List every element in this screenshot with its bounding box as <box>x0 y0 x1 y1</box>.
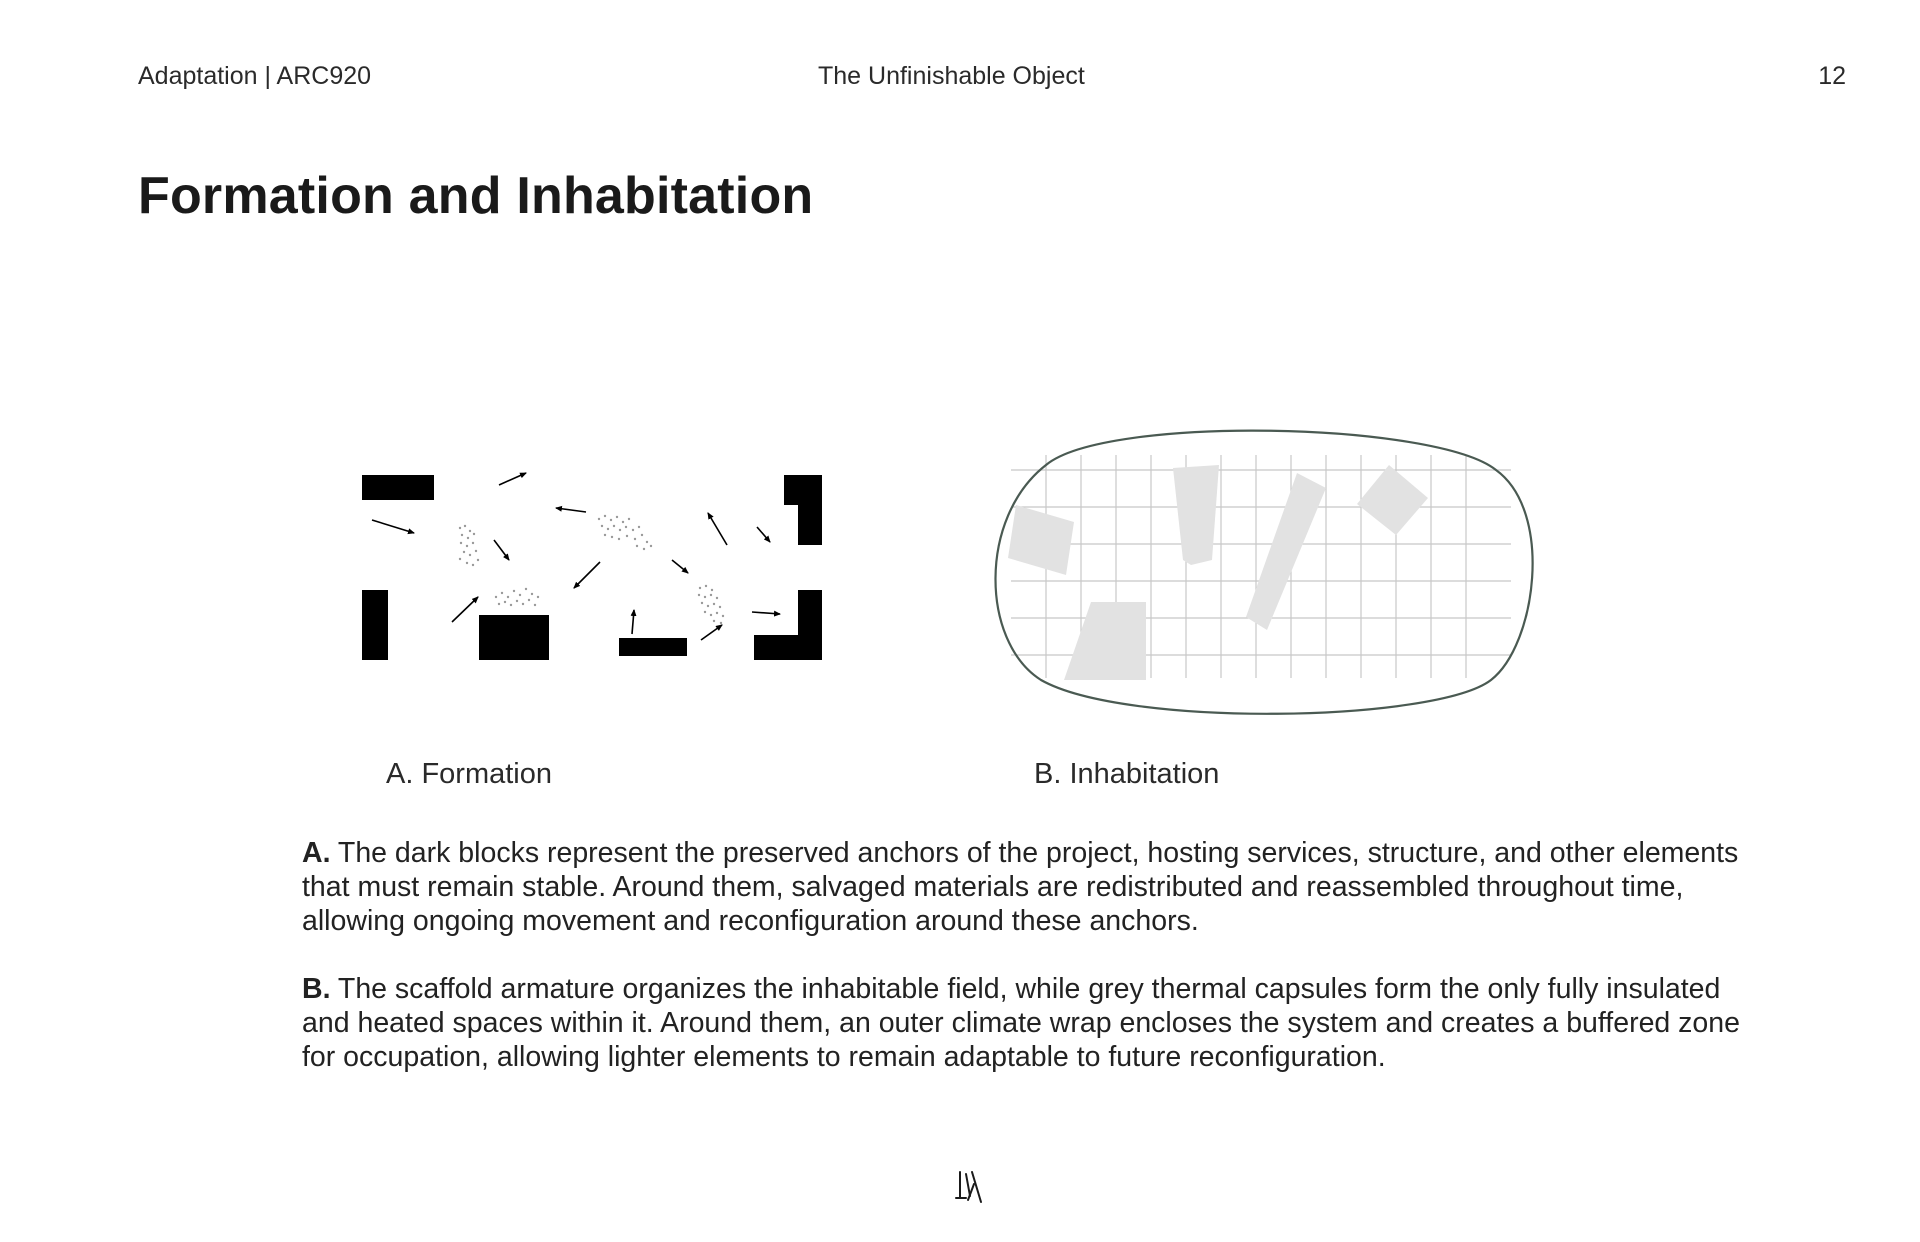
thermal-capsule <box>1173 465 1219 565</box>
footer-logo-icon <box>954 1166 984 1208</box>
anchor-block <box>754 590 822 660</box>
anchor-block <box>362 475 434 500</box>
description-b-label: B. <box>302 973 331 1005</box>
anchor-blocks <box>362 475 822 660</box>
anchor-block <box>362 590 388 660</box>
movement-arrow <box>499 473 526 485</box>
movement-arrow <box>708 513 727 545</box>
page-title: Formation and Inhabitation <box>138 167 814 225</box>
header-document-title: The Unfinishable Object <box>818 62 1085 90</box>
inhabitation-diagram <box>966 410 1544 720</box>
salvage-cluster <box>495 588 539 606</box>
movement-arrow <box>701 625 722 640</box>
header-course: Adaptation | ARC920 <box>138 62 372 90</box>
thermal-capsules <box>1008 465 1428 680</box>
description-a <box>302 836 1742 938</box>
movement-arrow <box>752 612 780 614</box>
page-number: 12 <box>1818 62 1846 90</box>
movement-arrow <box>494 540 509 560</box>
description-b <box>302 972 1742 1074</box>
figure-a-caption: A. Formation <box>386 758 552 790</box>
movement-arrow <box>757 527 770 542</box>
salvage-cluster <box>459 525 479 566</box>
thermal-capsule <box>1008 505 1074 575</box>
movement-arrow <box>372 520 414 533</box>
anchor-block <box>784 475 822 545</box>
thermal-capsule <box>1064 602 1146 680</box>
movement-arrow <box>556 508 586 512</box>
movement-arrow <box>632 610 634 634</box>
salvage-cluster <box>598 515 652 550</box>
formation-diagram <box>354 460 834 680</box>
thermal-capsule <box>1357 465 1428 535</box>
anchor-block <box>619 638 687 656</box>
description-a-label: A. <box>302 837 331 869</box>
thermal-capsule <box>1246 473 1326 630</box>
figure-b-caption: B. Inhabitation <box>1034 758 1220 790</box>
description-a-text: The dark blocks represent the preserved anchors of the project, hosting services, structure, and other elements that must remain stable. Around them, salvaged materials are redistributed and reassembled throughout time, allowing ongoing movement and reconfiguration around these anchors. <box>302 837 1739 937</box>
movement-arrow <box>452 597 478 622</box>
movement-arrow <box>574 562 600 588</box>
movement-arrow <box>672 560 688 573</box>
salvage-cluster <box>698 585 724 624</box>
description-b-text: The scaffold armature organizes the inhabitable field, while grey thermal capsules form the only fully insulated and heated spaces within it. Around them, an outer climate wrap encloses the system and creates a buffered zone for occupation, allowing lighter elements to remain adaptable to future reconfiguration. <box>302 973 1740 1073</box>
anchor-block <box>479 615 549 660</box>
